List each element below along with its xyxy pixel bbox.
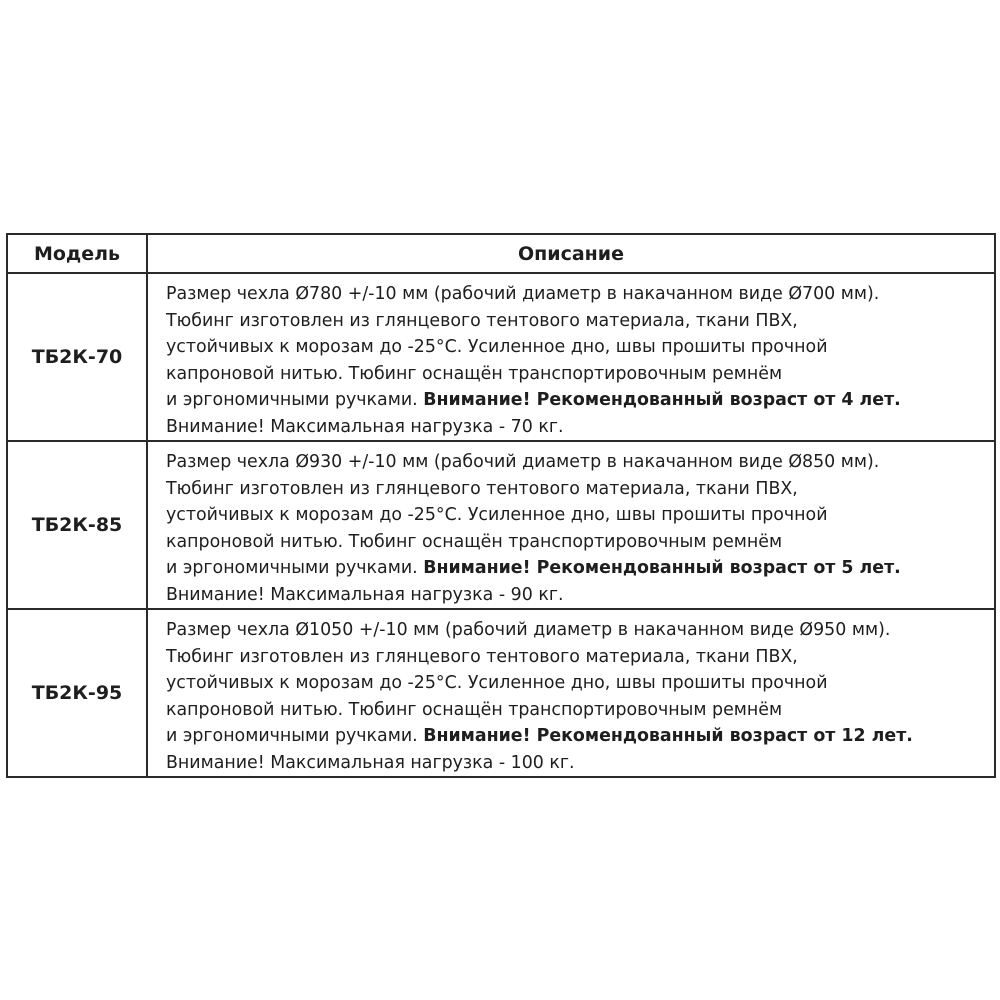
description-line-text: и эргономичными ручками.	[166, 390, 418, 410]
table-row	[7, 609, 995, 777]
description-line	[166, 723, 994, 750]
description-line-text: и эргономичными ручками.	[166, 558, 418, 578]
description-line: Тюбинг изготовлен из глянцевого тентового материала, ткани ПВХ,	[166, 310, 798, 331]
description-line	[166, 555, 994, 582]
table-row	[7, 441, 995, 609]
model-name: ТБ2К-85	[7, 441, 147, 609]
description-line: устойчивых к морозам до -25°С. Усиленное дно, швы прошиты прочной	[166, 505, 828, 525]
load-warning: Внимание! Максимальная нагрузка - 90 кг.	[166, 584, 564, 605]
model-name: ТБ2К-95	[7, 609, 147, 777]
model-name: ТБ2К-70	[7, 273, 147, 441]
description-line: Тюбинг изготовлен из глянцевого тентового материала, ткани ПВХ,	[166, 478, 798, 499]
description-line: Тюбинг изготовлен из глянцевого тентового материала, ткани ПВХ,	[166, 646, 798, 667]
load-warning: Внимание! Максимальная нагрузка - 100 кг.	[166, 752, 575, 773]
header-model: Модель	[7, 234, 147, 273]
description-cell	[147, 609, 995, 777]
description-line	[166, 387, 994, 414]
description-line: Размер чехла Ø780 +/-10 мм (рабочий диаметр в накачанном виде Ø700 мм).	[166, 284, 880, 304]
spec-table	[6, 233, 996, 778]
header-row	[7, 234, 995, 273]
description-cell	[147, 441, 995, 609]
load-warning: Внимание! Максимальная нагрузка - 70 кг.	[166, 416, 564, 437]
table-row	[7, 273, 995, 441]
description-line-text: и эргономичными ручками.	[166, 726, 418, 746]
age-warning: Внимание! Рекомендованный возраст от 5 лет.	[423, 558, 901, 578]
description-line: Размер чехла Ø930 +/-10 мм (рабочий диаметр в накачанном виде Ø850 мм).	[166, 452, 880, 472]
header-description: Описание	[147, 234, 995, 273]
age-warning: Внимание! Рекомендованный возраст от 4 лет.	[423, 390, 901, 410]
description-line: капроновой нитью. Тюбинг оснащён транспортировочным ремнём	[166, 363, 783, 384]
description-line: устойчивых к морозам до -25°С. Усиленное дно, швы прошиты прочной	[166, 673, 828, 693]
age-warning: Внимание! Рекомендованный возраст от 12 лет.	[423, 726, 913, 746]
description-line: капроновой нитью. Тюбинг оснащён транспортировочным ремнём	[166, 531, 783, 552]
description-cell	[147, 273, 995, 441]
description-line: устойчивых к морозам до -25°С. Усиленное дно, швы прошиты прочной	[166, 337, 828, 357]
description-line: капроновой нитью. Тюбинг оснащён транспортировочным ремнём	[166, 699, 783, 720]
description-line: Размер чехла Ø1050 +/-10 мм (рабочий диаметр в накачанном виде Ø950 мм).	[166, 620, 891, 640]
